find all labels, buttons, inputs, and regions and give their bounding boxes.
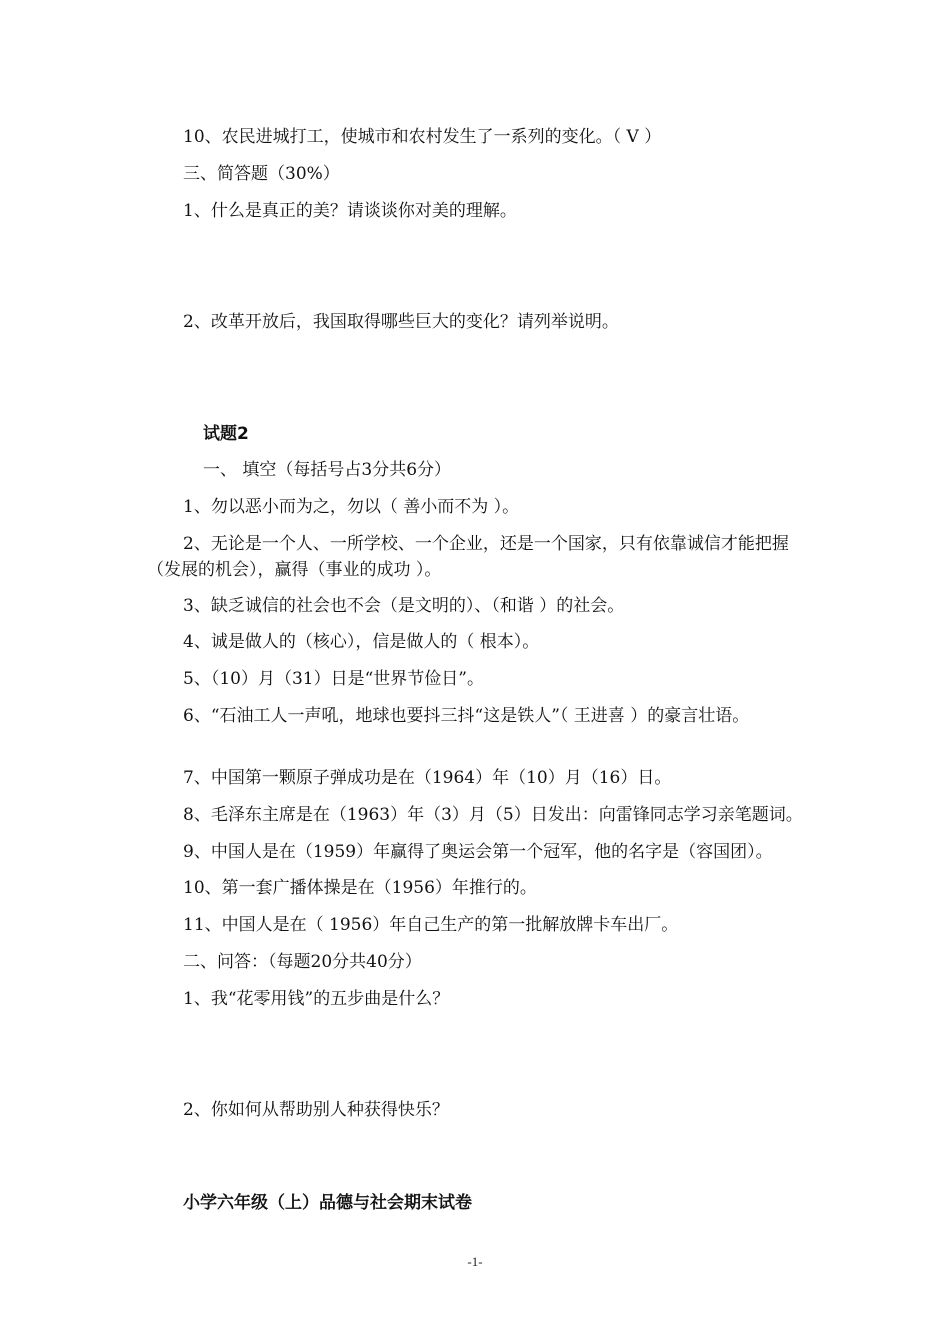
qa-question-2: 2、你如何从帮助别人种获得快乐？: [183, 1100, 449, 1120]
short-answer-question-1: 1、什么是真正的美？请谈谈你对美的理解。: [183, 201, 517, 221]
next-exam-title: 小学六年级（上）品德与社会期末试卷: [183, 1193, 472, 1213]
test-title: 试题2: [203, 424, 249, 444]
fill-blank-item-6: 6、“石油工人一声吼，地球也要抖三抖“这是铁人”（ 王进喜 ）的豪言壮语。: [183, 706, 750, 726]
fill-blank-item-9: 9、中国人是在（1959）年赢得了奥运会第一个冠军，他的名字是（容国团）。: [183, 842, 773, 862]
fill-blank-item-4: 4、诚是做人的（核心），信是做人的（ 根本）。: [183, 632, 540, 652]
fill-blank-item-5: 5、（10）月（31）日是“世界节俭日”。: [183, 669, 484, 689]
qa-question-1: 1、我“花零用钱”的五步曲是什么？: [183, 989, 450, 1009]
fill-blank-item-11: 11、中国人是在（ 1956）年自己生产的第一批解放牌卡车出厂。: [183, 915, 679, 935]
fill-blank-item-3: 3、缺乏诚信的社会也不会（是文明的）、（和谐 ）的社会。: [183, 596, 625, 616]
qa-heading: 二、问答：（每题20分共40分）: [183, 952, 422, 972]
fill-blank-item-10: 10、第一套广播体操是在（1956）年推行的。: [183, 878, 537, 898]
fill-blank-heading: 一、 填空（每括号占3分共6分）: [203, 460, 452, 480]
true-false-item-10: 10、农民进城打工，使城市和农村发生了一系列的变化。（ V ）: [183, 127, 662, 147]
page-number: -1-: [467, 1254, 483, 1269]
short-answer-question-2: 2、改革开放后，我国取得哪些巨大的变化？请列举说明。: [183, 312, 619, 332]
fill-blank-item-2: 2、无论是一个人、一所学校、一个企业，还是一个国家，只有依靠诚信才能把握（发展的机会），赢得（事业的成功 ）。: [147, 534, 789, 580]
fill-blank-item-7: 7、中国第一颗原子弹成功是在（1964）年（10）月（16）日。: [183, 768, 672, 788]
section-heading-short-answer: 三、简答题（30%）: [183, 164, 340, 184]
fill-blank-item-1: 1、勿以恶小而为之，勿以（ 善小而不为 ）。: [183, 497, 520, 517]
fill-blank-item-8: 8、毛泽东主席是在（1963）年（3）月（5）日发出：向雷锋同志学习亲笔题词。: [183, 805, 803, 825]
